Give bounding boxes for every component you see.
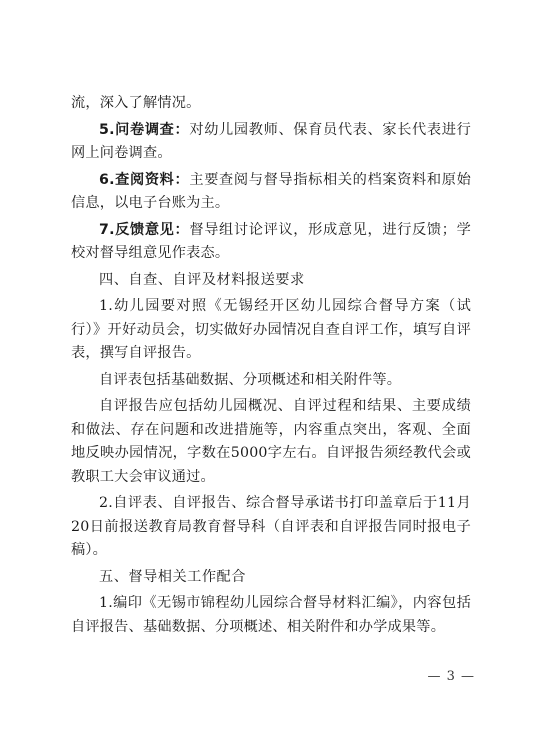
paragraph-self-assessment-form: 自评表包括基础数据、分项概述和相关附件等。	[99, 371, 402, 388]
paragraph-self-assessment-report: 自评报告应包括幼儿园概况、自评过程和结果、主要成绩和做法、存在问题和改进措施等，内容重点突出，客观、全面地反映办园情况，字数在5000字左右。自评报告须经教代会或教职工大会审议通过。	[71, 398, 471, 485]
paragraph-text: 流，深入了解情况。	[71, 95, 201, 111]
paragraph-lead: 6.查阅资料：	[99, 171, 190, 188]
paragraph-text: 对幼儿园教师、保育员代表、家长代表进行网上问卷调查。	[71, 121, 471, 161]
paragraph-submission: 2.自评表、自评报告、综合督导承诺书打印盖章后于11月20日前报送教育局教育督导科（自评表和自评报告同时报电子稿）。	[71, 495, 471, 558]
paragraph-lead: 5.问卷调查：	[99, 121, 190, 138]
section-heading-5: 五、督导相关工作配合	[99, 568, 246, 585]
paragraph-text: 主要查阅与督导指标相关的档案资料和原始信息，以电子台账为主。	[71, 171, 471, 211]
paragraph-lead: 7.反馈意见：	[99, 221, 190, 238]
section-heading-4: 四、自查、自评及材料报送要求	[99, 271, 305, 288]
paragraph-questionnaire	[71, 119, 471, 166]
page-number: — 3 —	[427, 669, 475, 684]
paragraph-compilation: 1.编印《无锡市锦程幼儿园综合督导材料汇编》，内容包括自评报告、基础数据、分项概述、相关附件和办学成果等。	[71, 595, 471, 635]
paragraph-review-materials	[71, 169, 471, 216]
document-body	[71, 92, 471, 639]
paragraph-self-assessment-1: 1.幼儿园要对照《无锡经开区幼儿园综合督导方案（试行）》开好动员会，切实做好办园情况自查自评工作，填写自评表，撰写自评报告。	[71, 298, 471, 361]
paragraph-text: 督导组讨论评议，形成意见，进行反馈；学校对督导组意见作表态。	[71, 221, 471, 261]
paragraph-continuation	[71, 92, 471, 116]
paragraph-feedback	[71, 219, 471, 266]
